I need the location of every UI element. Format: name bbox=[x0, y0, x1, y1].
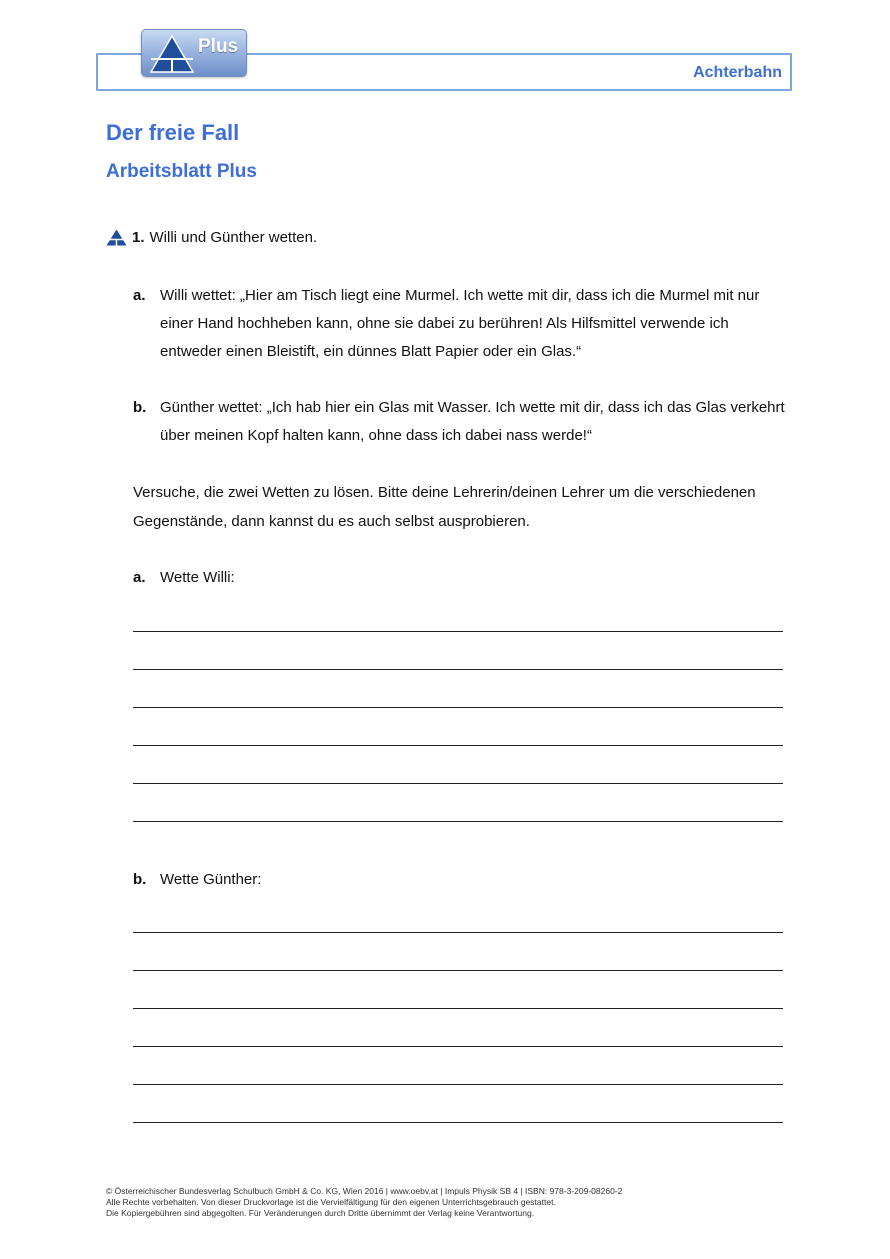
answer-label: b. bbox=[133, 871, 147, 888]
answer-heading-a bbox=[133, 564, 793, 592]
plus-logo bbox=[141, 29, 247, 77]
page-subtitle: Arbeitsblatt Plus bbox=[106, 161, 257, 182]
answer-line[interactable] bbox=[133, 1122, 783, 1123]
answer-title: Wette Günther: bbox=[160, 871, 262, 888]
bet-item-a bbox=[133, 282, 793, 366]
answer-line[interactable] bbox=[133, 707, 783, 708]
item-text: Günther wettet: „Ich hab hier ein Glas mit Wasser. Ich wette mit dir, dass ich das Glas verkehrt über meinen Kopf halten kann, ohne dass ich dabei nass werde!“ bbox=[160, 399, 785, 444]
answer-line[interactable] bbox=[133, 783, 783, 784]
footer bbox=[106, 1186, 622, 1219]
instruction-text: Versuche, die zwei Wetten zu lösen. Bitte deine Lehrerin/deinen Lehrer um die verschiedenen Gegenstände, dann kannst du es auch selbst ausprobieren. bbox=[133, 484, 756, 530]
answer-line[interactable] bbox=[133, 932, 783, 933]
bet-item-b bbox=[133, 394, 793, 450]
footer-copyright: © Österreichischer Bundesverlag Schulbuch GmbH & Co. KG, Wien 2016 | www.oebv.at | Impuls Physik SB 4 | ISBN: 978-3-209-08260-2 bbox=[106, 1186, 623, 1196]
question-text: Willi und Günther wetten. bbox=[149, 229, 318, 246]
answer-heading-b bbox=[133, 866, 793, 894]
item-label: b. bbox=[133, 399, 147, 416]
answer-label: a. bbox=[133, 569, 146, 586]
answer-line[interactable] bbox=[133, 745, 783, 746]
item-text: Willi wettet: „Hier am Tisch liegt eine Murmel. Ich wette mit dir, dass ich die Murmel mit nur einer Hand hochheben kann, ohne sie dabei zu berühren! Als Hilfsmittel verwende ich entweder einen Bleistift, ein dünnes Blatt Papier oder ein Glas.“ bbox=[160, 287, 760, 360]
header-title: Achterbahn bbox=[693, 64, 782, 81]
footer-rights: Alle Rechte vorbehalten. Von dieser Druckvorlage ist die Vervielfältigung für den eigenen Unterrichtsgebrauch gestattet. bbox=[106, 1197, 556, 1207]
answer-line[interactable] bbox=[133, 970, 783, 971]
answer-line[interactable] bbox=[133, 1046, 783, 1047]
page-title: Der freie Fall bbox=[106, 120, 240, 145]
item-label: a. bbox=[133, 287, 146, 304]
answer-title: Wette Willi: bbox=[160, 569, 235, 586]
triangle-marker-icon bbox=[106, 229, 127, 246]
answer-line[interactable] bbox=[133, 1008, 783, 1009]
question-1 bbox=[106, 229, 317, 246]
triangle-logo-icon bbox=[150, 35, 194, 73]
answer-line[interactable] bbox=[133, 1084, 783, 1085]
logo-text: Plus bbox=[198, 36, 239, 57]
answer-line[interactable] bbox=[133, 821, 783, 822]
answer-line[interactable] bbox=[133, 631, 783, 632]
answer-line[interactable] bbox=[133, 669, 783, 670]
footer-disclaimer: Die Kopiergebühren sind abgegolten. Für Veränderungen durch Dritte übernimmt der Verlag keine Verantwortung. bbox=[106, 1208, 535, 1218]
question-number: 1. bbox=[132, 229, 145, 246]
